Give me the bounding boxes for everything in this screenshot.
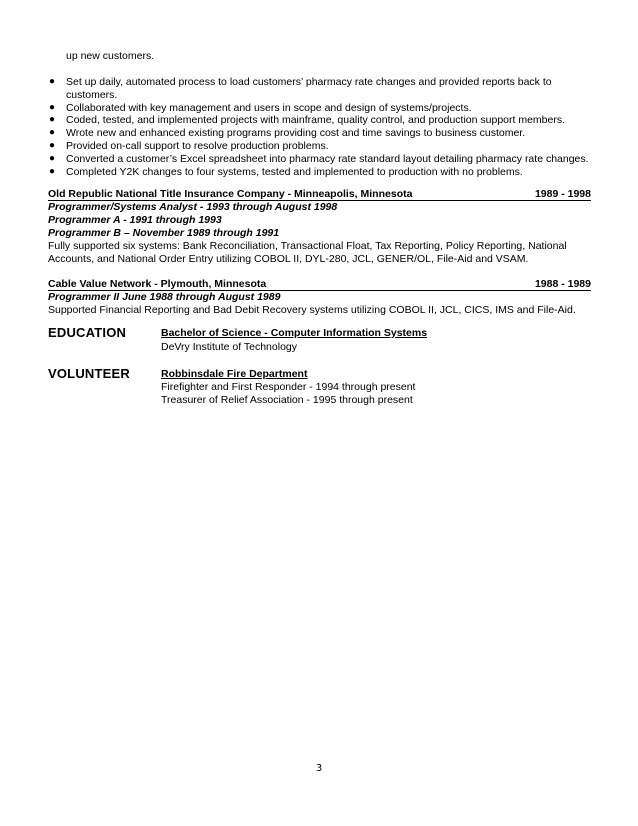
list-item: ● Wrote new and enhanced existing programs providing cost and time savings to business customer. xyxy=(49,127,526,140)
job-title: Programmer B – November 1989 through 1991 xyxy=(48,227,280,239)
list-item: customers. xyxy=(66,88,118,101)
job-header-cable-value xyxy=(48,278,591,291)
list-item: ● Completed Y2K changes to four systems, tested and implemented to production with no problems. xyxy=(49,165,523,178)
volunteer-heading: VOLUNTEER xyxy=(48,366,130,381)
education-heading: EDUCATION xyxy=(48,325,127,340)
organization-name: Robbinsdale Fire Department xyxy=(161,368,308,380)
job-description: Supported Financial Reporting and Bad Debit Recovery systems utilizing COBOL II, JCL, CICS, IMS and File-Aid. xyxy=(48,304,576,316)
school-name: DeVry Institute of Technology xyxy=(161,341,297,353)
company-name: Old Republic National Title Insurance Company - Minneapolis, Minnesota xyxy=(48,188,413,200)
bullet-icon: ● xyxy=(49,165,56,177)
job-description: Fully supported six systems: Bank Reconciliation, Transactional Float, Tax Reporting, Policy Reporting, National Accounts, and National Order Entry utilizing COBOL II, DYL-280, JCL, GENER/OL, File-Aid and VSAM. xyxy=(48,240,567,265)
bullet-icon: ● xyxy=(49,76,56,87)
job-title: Programmer II June 1988 through August 1989 xyxy=(48,291,281,303)
company-name: Cable Value Network - Plymouth, Minnesota xyxy=(48,278,267,290)
list-item: ● Coded, tested, and implemented projects with mainframe, quality control, and production support members. xyxy=(49,114,566,127)
job-title: Programmer/Systems Analyst - 1993 through August 1998 xyxy=(48,201,338,213)
job-header-old-republic xyxy=(48,188,591,201)
continuation-line: up new customers. xyxy=(66,50,155,62)
bullet-icon: ● xyxy=(49,114,56,126)
responsibilities-list xyxy=(48,76,608,178)
bullet-icon: ● xyxy=(49,101,56,113)
list-item: ● Collaborated with key management and users in scope and design of systems/projects. xyxy=(49,101,472,114)
volunteer-role: Treasurer of Relief Association - 1995 through present xyxy=(161,394,413,406)
list-item: ● Provided on-call support to resolve production problems. xyxy=(49,139,329,152)
page-number: 3 xyxy=(315,763,323,774)
job-title: Programmer A - 1991 through 1993 xyxy=(48,214,222,226)
bullet-icon: ● xyxy=(49,152,56,164)
bullet-icon: ● xyxy=(49,139,56,151)
degree-title: Bachelor of Science - Computer Information Systems xyxy=(161,327,428,339)
list-item: ● Set up daily, automated process to load customers’ pharmacy rate changes and provided reports back to xyxy=(49,76,552,88)
list-item: ● Converted a customer’s Excel spreadsheet into pharmacy rate standard layout detailing pharmacy rate changes. xyxy=(49,152,589,165)
volunteer-role: Firefighter and First Responder - 1994 through present xyxy=(161,381,416,393)
job-dates: 1989 - 1998 xyxy=(534,188,591,200)
job-dates: 1988 - 1989 xyxy=(534,278,591,290)
bullet-icon: ● xyxy=(49,127,56,139)
